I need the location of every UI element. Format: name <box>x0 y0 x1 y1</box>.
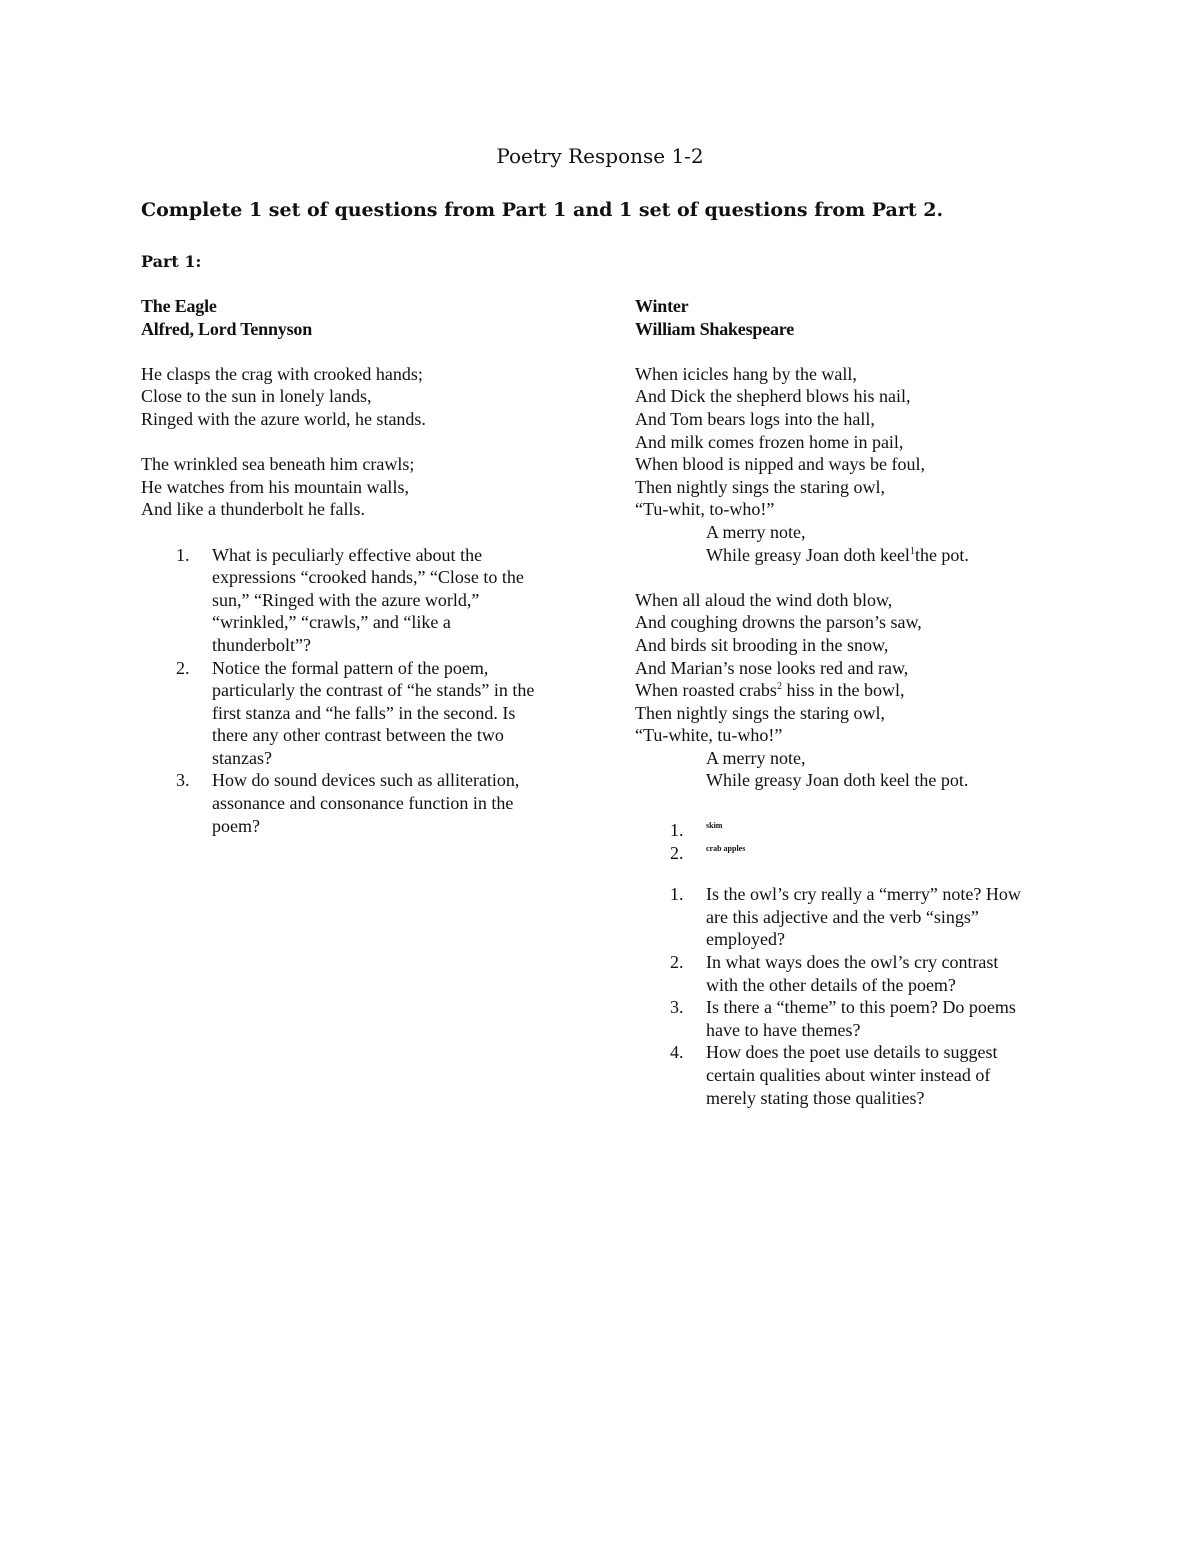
question-number: 3. <box>670 997 684 1018</box>
refrain-text: the pot. <box>914 544 969 565</box>
poem-line: “Tu-white, tu-who!” <box>635 725 783 746</box>
question-line: have to have themes? <box>706 1019 861 1040</box>
poem-line-text: hiss in the bowl, <box>781 680 905 701</box>
question-item <box>141 657 581 770</box>
question-line: expressions “crooked hands,” “Close to the <box>212 567 524 588</box>
poem-line: Close to the sun in lonely lands, <box>141 386 372 407</box>
poem-line: Then nightly sings the staring owl, <box>635 702 885 723</box>
refrain-line <box>635 544 1075 567</box>
poem-line: He watches from his mountain walls, <box>141 476 409 497</box>
poem-line: “Tu-whit, to-who!” <box>635 499 775 520</box>
question-number: 2. <box>670 952 684 973</box>
footnote-item <box>635 838 1075 861</box>
question-item <box>635 1041 1075 1109</box>
question-line: How do sound devices such as alliteration, <box>212 770 520 791</box>
footnote-marker: 2 <box>776 681 782 693</box>
poem-line-text: When roasted crabs <box>635 680 777 701</box>
question-number: 4. <box>670 1042 684 1063</box>
footnote-text: skim <box>706 820 723 830</box>
poem-line: Ringed with the azure world, he stands. <box>141 408 426 429</box>
footnote-number: 1. <box>670 819 684 840</box>
refrain-line: A merry note, <box>706 521 806 542</box>
question-item <box>635 996 1075 1041</box>
question-item <box>141 544 581 657</box>
poem-line: When all aloud the wind doth blow, <box>635 589 893 610</box>
poem-title: Winter <box>635 296 689 316</box>
question-line: Is there a “theme” to this poem? Do poems <box>706 997 1016 1018</box>
part-label: Part 1: <box>141 252 202 271</box>
poem-line: When icicles hang by the wall, <box>635 363 857 384</box>
stanza <box>635 363 1075 566</box>
question-list <box>141 544 581 838</box>
poem-line: And like a thunderbolt he falls. <box>141 499 365 520</box>
question-line: stanzas? <box>212 747 272 768</box>
question-line: assonance and consonance function in the <box>212 793 514 814</box>
page-title: Poetry Response 1-2 <box>496 144 704 168</box>
question-list <box>635 883 1075 1109</box>
question-line: particularly the contrast of “he stands” in the <box>212 680 535 701</box>
question-line: employed? <box>706 929 785 950</box>
question-item <box>635 951 1075 996</box>
poem-line: And Dick the shepherd blows his nail, <box>635 386 911 407</box>
question-line: Notice the formal pattern of the poem, <box>212 657 489 678</box>
question-line: thunderbolt”? <box>212 634 311 655</box>
question-number: 1. <box>670 884 684 905</box>
question-item <box>141 769 581 837</box>
question-line: certain qualities about winter instead of <box>706 1065 991 1085</box>
poem-line: And Marian’s nose looks red and raw, <box>635 657 909 678</box>
poem-title: The Eagle <box>141 296 217 316</box>
stanza <box>141 363 581 431</box>
question-line: first stanza and “he falls” in the second. Is <box>212 702 516 723</box>
poem-line: And milk comes frozen home in pail, <box>635 431 904 452</box>
question-line: merely stating those qualities? <box>706 1087 925 1108</box>
question-line: In what ways does the owl’s cry contrast <box>706 952 999 973</box>
footnote-list <box>635 815 1075 861</box>
footnote-text: crab apples <box>706 843 746 853</box>
question-line: What is peculiarly effective about the <box>212 544 483 565</box>
refrain-line: A merry note, <box>706 747 806 768</box>
question-number: 1. <box>176 544 190 565</box>
poem-line: And birds sit brooding in the snow, <box>635 634 889 655</box>
question-line: there any other contrast between the two <box>212 725 504 746</box>
winter-column <box>635 295 1075 1109</box>
poem-line: And coughing drowns the parson’s saw, <box>635 612 922 633</box>
refrain-line: While greasy Joan doth keel the pot. <box>706 770 969 791</box>
instructions: Complete 1 set of questions from Part 1 and 1 set of questions from Part 2. <box>141 199 944 221</box>
footnote-item <box>635 815 1075 838</box>
poem-line: He clasps the crag with crooked hands; <box>141 363 423 384</box>
poem-author: William Shakespeare <box>635 318 795 339</box>
footnote-marker: 1 <box>909 545 915 557</box>
poem-line <box>635 679 1075 702</box>
question-line: sun,” “Ringed with the azure world,” <box>212 589 480 610</box>
refrain-text: While greasy Joan doth keel <box>706 544 910 565</box>
eagle-column <box>141 295 581 837</box>
question-number: 2. <box>176 657 190 678</box>
question-line: How does the poet use details to suggest <box>706 1042 998 1063</box>
poem-line: And Tom bears logs into the hall, <box>635 408 875 429</box>
question-item <box>635 883 1075 951</box>
poem-line: The wrinkled sea beneath him crawls; <box>141 454 415 475</box>
question-line: “wrinkled,” “crawls,” and “like a <box>212 612 451 633</box>
footnote-number: 2. <box>670 842 684 863</box>
question-line: poem? <box>212 815 260 836</box>
stanza <box>635 589 1075 792</box>
stanza <box>141 453 581 521</box>
poem-author: Alfred, Lord Tennyson <box>141 318 313 339</box>
question-number: 3. <box>176 770 190 791</box>
question-line: Is the owl’s cry really a “merry” note? How <box>706 884 1021 905</box>
poem-line: Then nightly sings the staring owl, <box>635 476 885 497</box>
poem-line: When blood is nipped and ways be foul, <box>635 454 925 475</box>
question-line: with the other details of the poem? <box>706 974 956 995</box>
question-line: are this adjective and the verb “sings” <box>706 906 979 927</box>
